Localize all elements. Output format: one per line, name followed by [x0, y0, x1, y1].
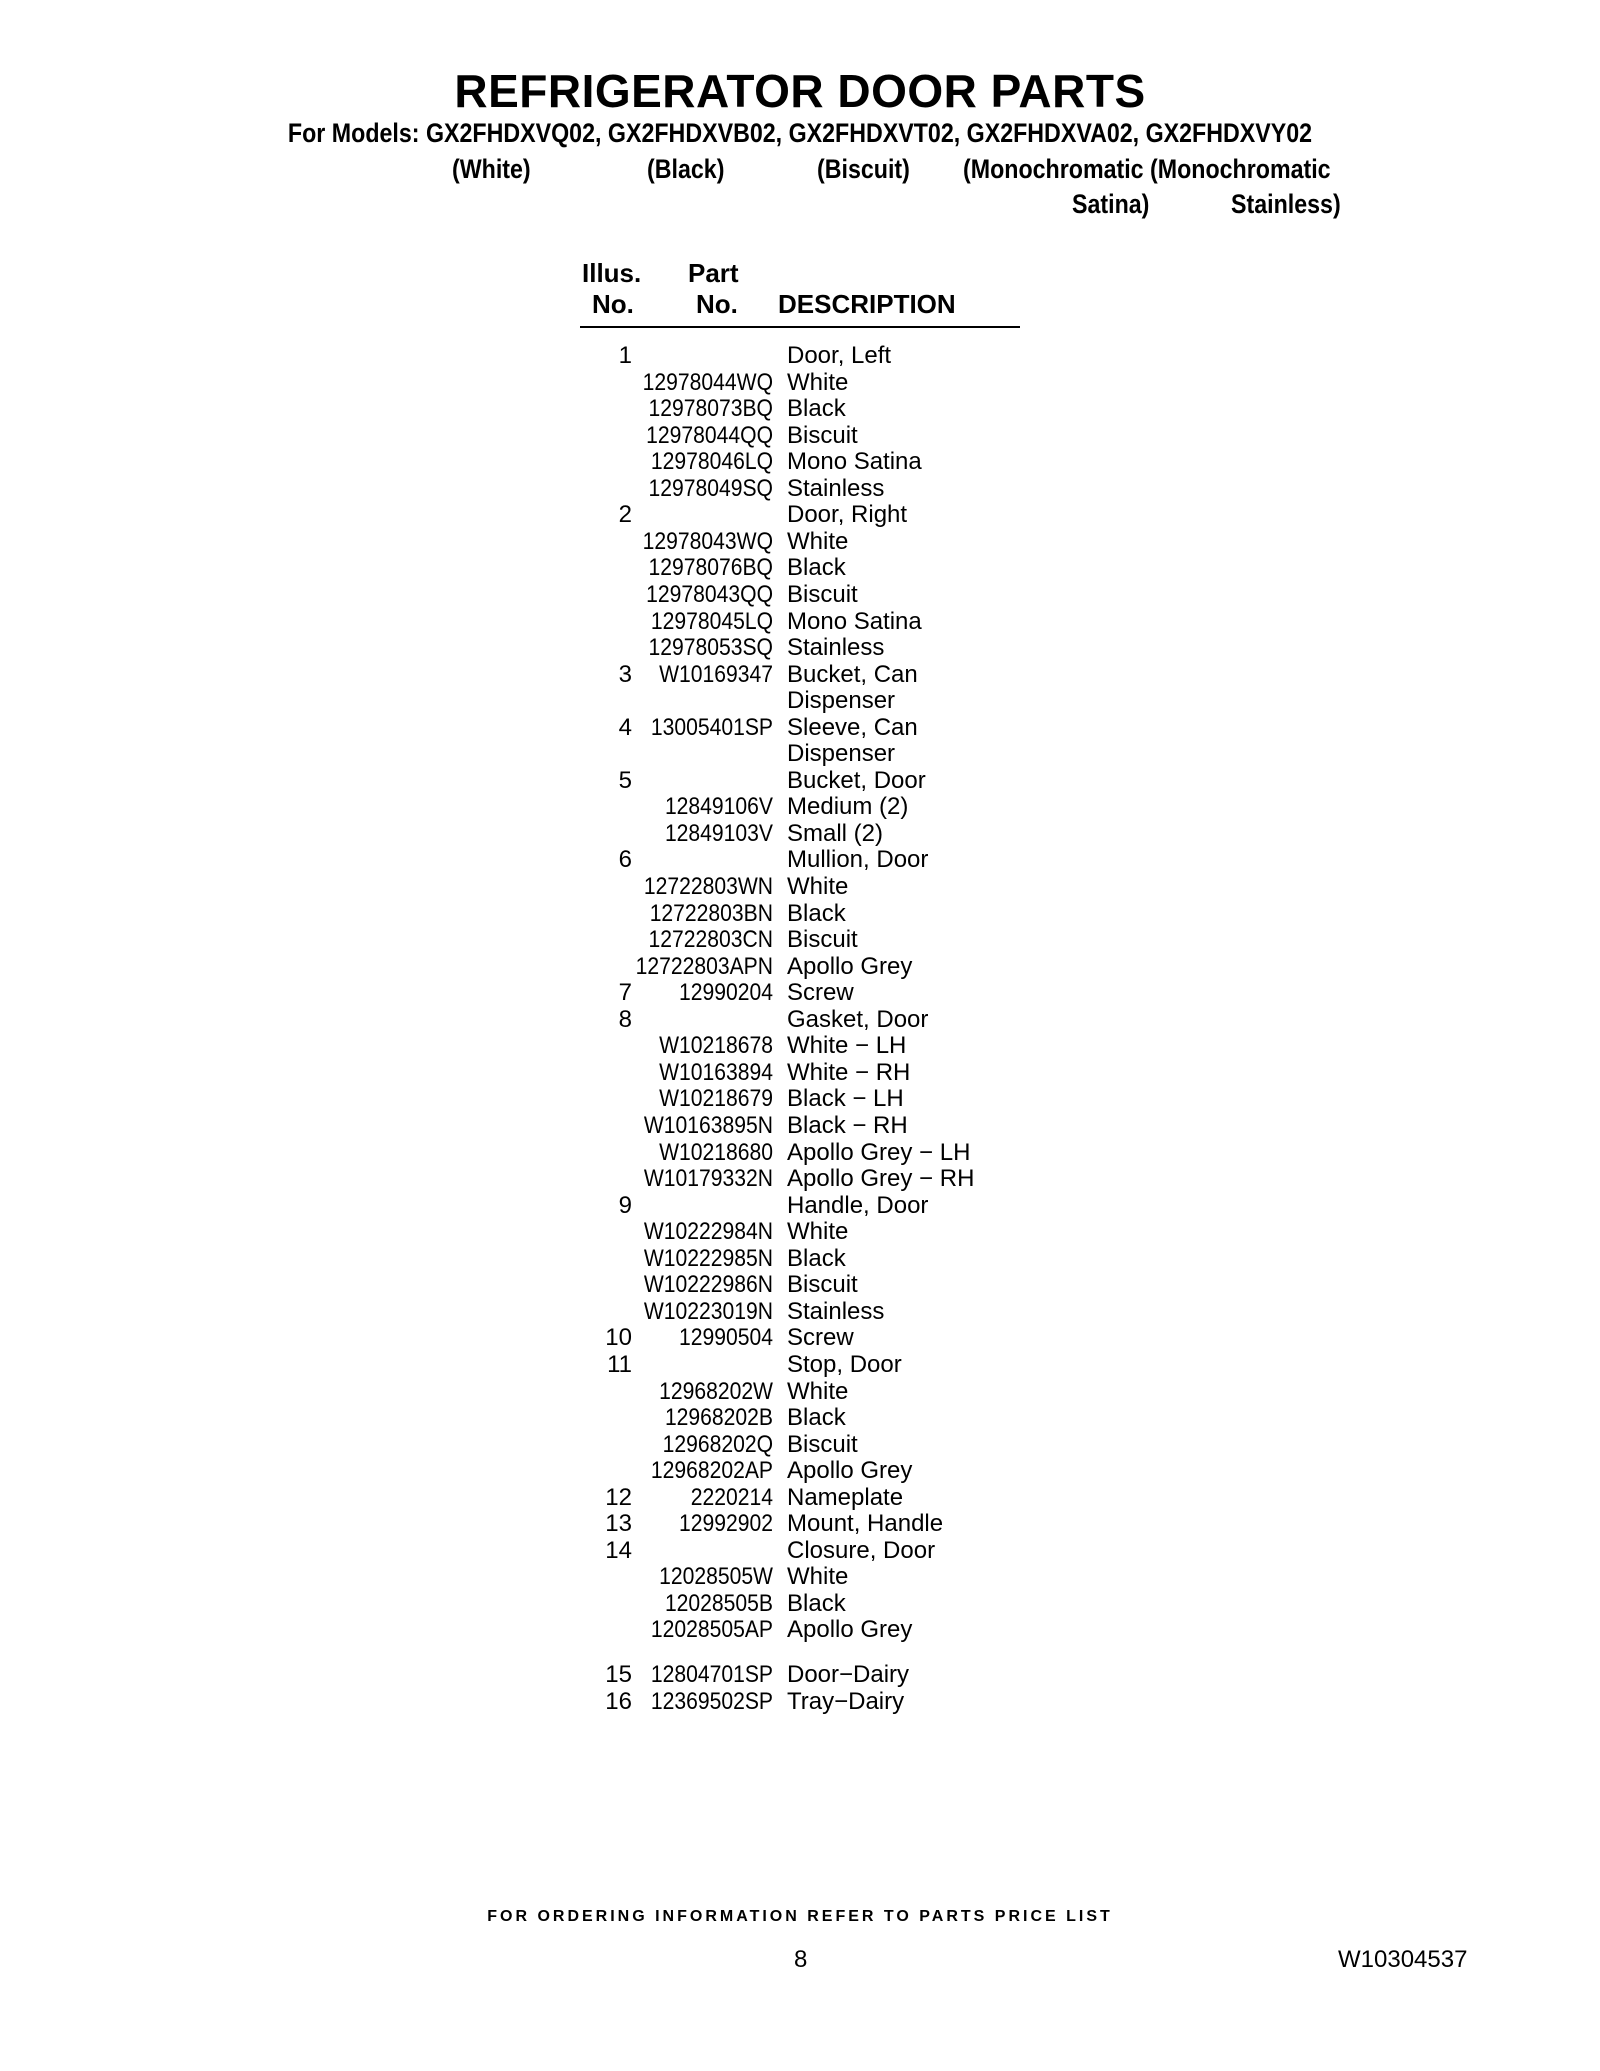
parts-row: [0, 1351, 1600, 1378]
part-number: 2220214: [690, 1483, 773, 1511]
ordering-note: FOR ORDERING INFORMATION REFER TO PARTS PRICE LIST: [487, 1908, 1113, 1925]
parts-row: [0, 953, 1600, 980]
part-number: 12978046LQ: [650, 448, 773, 476]
part-header-line2: No.: [696, 289, 738, 319]
models-line: For Models: GX2FHDXVQ02, GX2FHDXVB02, GX2FHDXVT02, GX2FHDXVA02, GX2FHDXVY02: [287, 118, 1313, 148]
part-header-line1: Part: [688, 258, 739, 288]
parts-row: [0, 634, 1600, 661]
part-description: Screw: [787, 979, 854, 1007]
column-header: [580, 258, 1020, 328]
parts-row: [0, 1298, 1600, 1325]
parts-row: [0, 1590, 1600, 1617]
color-name-monochromatic-1: (Monochromatic: [963, 154, 1144, 184]
part-number: W10218680: [659, 1138, 773, 1166]
part-description: Bucket, Can: [787, 660, 918, 688]
part-description: Handle, Door: [787, 1191, 929, 1219]
part-number: W10222984N: [643, 1218, 773, 1246]
parts-row: [0, 820, 1600, 847]
part-number: 12028505W: [659, 1563, 773, 1591]
parts-row: [0, 1404, 1600, 1431]
illus-number: 6: [618, 846, 632, 874]
part-description: White − LH: [787, 1032, 907, 1060]
page-number: 8: [794, 1946, 808, 1973]
parts-row: [0, 501, 1600, 528]
parts-row: [0, 395, 1600, 422]
illus-number: 7: [618, 979, 632, 1007]
part-number: W10222985N: [643, 1244, 773, 1272]
part-description: Mono Satina: [787, 448, 922, 476]
parts-row: [0, 687, 1600, 714]
color-name-stainless: Stainless): [1231, 189, 1341, 219]
parts-row: [0, 1616, 1600, 1643]
part-description: White − RH: [787, 1058, 911, 1086]
parts-row: [0, 1032, 1600, 1059]
part-description: Black − RH: [787, 1112, 908, 1139]
part-number: 12028505AP: [650, 1616, 773, 1644]
part-number: 12722803WN: [643, 873, 773, 900]
parts-row: [0, 1484, 1600, 1511]
part-number: W10218678: [659, 1032, 773, 1060]
illus-number: 16: [605, 1687, 632, 1715]
part-description: Apollo Grey: [787, 1457, 913, 1485]
part-number: 12978076BQ: [648, 554, 773, 582]
part-number: 12978043QQ: [646, 581, 773, 608]
parts-row: [0, 793, 1600, 820]
parts-row: [0, 422, 1600, 449]
part-number: 12849103V: [664, 819, 773, 847]
parts-row: [0, 1378, 1600, 1405]
part-number: W10163895N: [643, 1112, 773, 1139]
parts-row: [0, 1688, 1600, 1715]
parts-row: [0, 926, 1600, 953]
part-description: Black: [787, 1589, 846, 1617]
illus-header-line1: Illus.: [582, 258, 642, 288]
part-number: 12978044QQ: [646, 421, 773, 449]
parts-row: [0, 1139, 1600, 1166]
part-number: 12990504: [679, 1324, 773, 1352]
part-description: Apollo Grey: [787, 1616, 913, 1644]
part-number: 12968202Q: [662, 1430, 773, 1458]
part-number: 12978045LQ: [650, 607, 773, 635]
part-description: Mono Satina: [787, 607, 922, 635]
illus-number: 5: [618, 766, 632, 794]
parts-row: [0, 740, 1600, 767]
part-number: 12722803CN: [648, 926, 773, 954]
part-description: White: [787, 1563, 849, 1591]
document-number: W10304537: [1338, 1946, 1468, 1973]
part-description: Biscuit: [787, 926, 858, 954]
part-description: Apollo Grey − RH: [787, 1165, 975, 1193]
illus-number: 3: [618, 660, 632, 688]
part-description: White: [787, 873, 849, 900]
part-number: W10163894: [659, 1058, 773, 1086]
part-description: Dispenser: [787, 687, 896, 715]
part-description: Stainless: [787, 474, 885, 502]
illus-number: 14: [605, 1536, 632, 1564]
illus-number: 9: [618, 1191, 632, 1219]
part-number: 12978073BQ: [648, 395, 773, 423]
parts-row: [0, 1245, 1600, 1272]
parts-row: [0, 1324, 1600, 1351]
parts-row: [0, 1165, 1600, 1192]
part-description: Apollo Grey − LH: [787, 1138, 971, 1166]
part-number: 12849106V: [664, 793, 773, 821]
parts-row: [0, 1085, 1600, 1112]
parts-row: [0, 661, 1600, 688]
parts-row: [0, 846, 1600, 873]
part-description: White: [787, 1218, 849, 1246]
parts-row: [0, 979, 1600, 1006]
illus-number: 12: [605, 1483, 632, 1511]
illus-number: 13: [605, 1510, 632, 1538]
parts-row: [0, 554, 1600, 581]
parts-row: [0, 1457, 1600, 1484]
part-number: 12992902: [679, 1510, 773, 1538]
parts-row: [0, 1192, 1600, 1219]
illus-header-line2: No.: [592, 289, 634, 319]
part-number: W10169347: [659, 660, 773, 688]
parts-row: [0, 1112, 1600, 1139]
part-description: Biscuit: [787, 421, 858, 449]
part-description: Black: [787, 899, 846, 927]
parts-row: [0, 1271, 1600, 1298]
part-description: Mullion, Door: [787, 846, 929, 874]
part-description: White: [787, 368, 849, 396]
part-description: Nameplate: [787, 1483, 904, 1511]
illus-number: 15: [605, 1661, 632, 1688]
part-number: 12968202AP: [650, 1457, 773, 1485]
part-description: Dispenser: [787, 740, 896, 768]
part-description: Mount, Handle: [787, 1510, 944, 1538]
part-description: Door, Left: [787, 342, 892, 369]
color-name-biscuit: (Biscuit): [817, 154, 910, 184]
illus-number: 4: [618, 713, 632, 741]
illus-number: 8: [618, 1005, 632, 1033]
part-description: Bucket, Door: [787, 766, 926, 794]
parts-row: [0, 714, 1600, 741]
parts-row: [0, 342, 1600, 369]
part-description: Door, Right: [787, 501, 908, 529]
part-number: 12990204: [679, 979, 773, 1007]
part-number: 12369502SP: [650, 1687, 773, 1715]
color-name-white: (White): [452, 154, 531, 184]
part-number: 12978044WQ: [642, 368, 773, 396]
color-name-satina: Satina): [1072, 189, 1150, 219]
parts-row: [0, 1661, 1600, 1688]
illus-number: 1: [618, 342, 632, 369]
part-description: Black: [787, 1404, 846, 1431]
parts-row: [0, 1510, 1600, 1537]
part-number: 12968202W: [659, 1377, 773, 1405]
color-name-monochromatic-2: (Monochromatic: [1150, 154, 1331, 184]
parts-row: [0, 1006, 1600, 1033]
part-number: 12978043WQ: [642, 527, 773, 555]
description-header: DESCRIPTION: [778, 289, 956, 319]
part-number: 12978049SQ: [648, 474, 773, 502]
illus-number: 2: [618, 501, 632, 529]
parts-row: [0, 767, 1600, 794]
illus-number: 11: [607, 1350, 632, 1378]
part-description: Screw: [787, 1324, 854, 1352]
part-description: Stainless: [787, 1297, 885, 1325]
part-number: W10222986N: [643, 1271, 773, 1299]
illus-number: 10: [605, 1324, 632, 1352]
part-description: Small (2): [787, 819, 884, 847]
parts-row: [0, 1563, 1600, 1590]
part-description: Sleeve, Can: [787, 713, 918, 741]
part-number: W10179332N: [643, 1165, 773, 1193]
part-description: Biscuit: [787, 581, 858, 608]
part-description: Black: [787, 395, 846, 423]
part-description: Black − LH: [787, 1085, 904, 1113]
parts-row: [0, 608, 1600, 635]
page-title: REFRIGERATOR DOOR PARTS: [454, 65, 1146, 117]
part-number: 12978053SQ: [648, 634, 773, 662]
part-description: Biscuit: [787, 1430, 858, 1458]
parts-row: [0, 1431, 1600, 1458]
part-description: Closure, Door: [787, 1536, 936, 1564]
parts-row: [0, 475, 1600, 502]
part-description: Black: [787, 554, 846, 582]
parts-row: [0, 1218, 1600, 1245]
part-number: 12804701SP: [650, 1661, 773, 1688]
parts-row: [0, 1059, 1600, 1086]
part-description: Apollo Grey: [787, 952, 913, 980]
parts-row: [0, 369, 1600, 396]
parts-row: [0, 448, 1600, 475]
part-description: Stop, Door: [787, 1350, 902, 1378]
parts-row: [0, 581, 1600, 608]
parts-row: [0, 873, 1600, 900]
color-name-black: (Black): [647, 154, 725, 184]
part-description: White: [787, 527, 849, 555]
part-number: 13005401SP: [650, 713, 773, 741]
part-number: W10223019N: [643, 1297, 773, 1325]
parts-row: [0, 900, 1600, 927]
part-description: Medium (2): [787, 793, 909, 821]
part-description: Black: [787, 1244, 846, 1272]
part-description: Stainless: [787, 634, 885, 662]
part-description: Tray−Dairy: [787, 1687, 905, 1715]
part-number: 12028505B: [664, 1589, 773, 1617]
part-description: Door−Dairy: [787, 1661, 910, 1688]
parts-row: [0, 1537, 1600, 1564]
part-number: 12722803APN: [635, 952, 773, 980]
part-description: Gasket, Door: [787, 1005, 929, 1033]
part-number: 12968202B: [664, 1404, 773, 1431]
part-description: White: [787, 1377, 849, 1405]
parts-row: [0, 528, 1600, 555]
part-number: 12722803BN: [649, 899, 773, 927]
part-number: W10218679: [659, 1085, 773, 1113]
part-description: Biscuit: [787, 1271, 858, 1299]
